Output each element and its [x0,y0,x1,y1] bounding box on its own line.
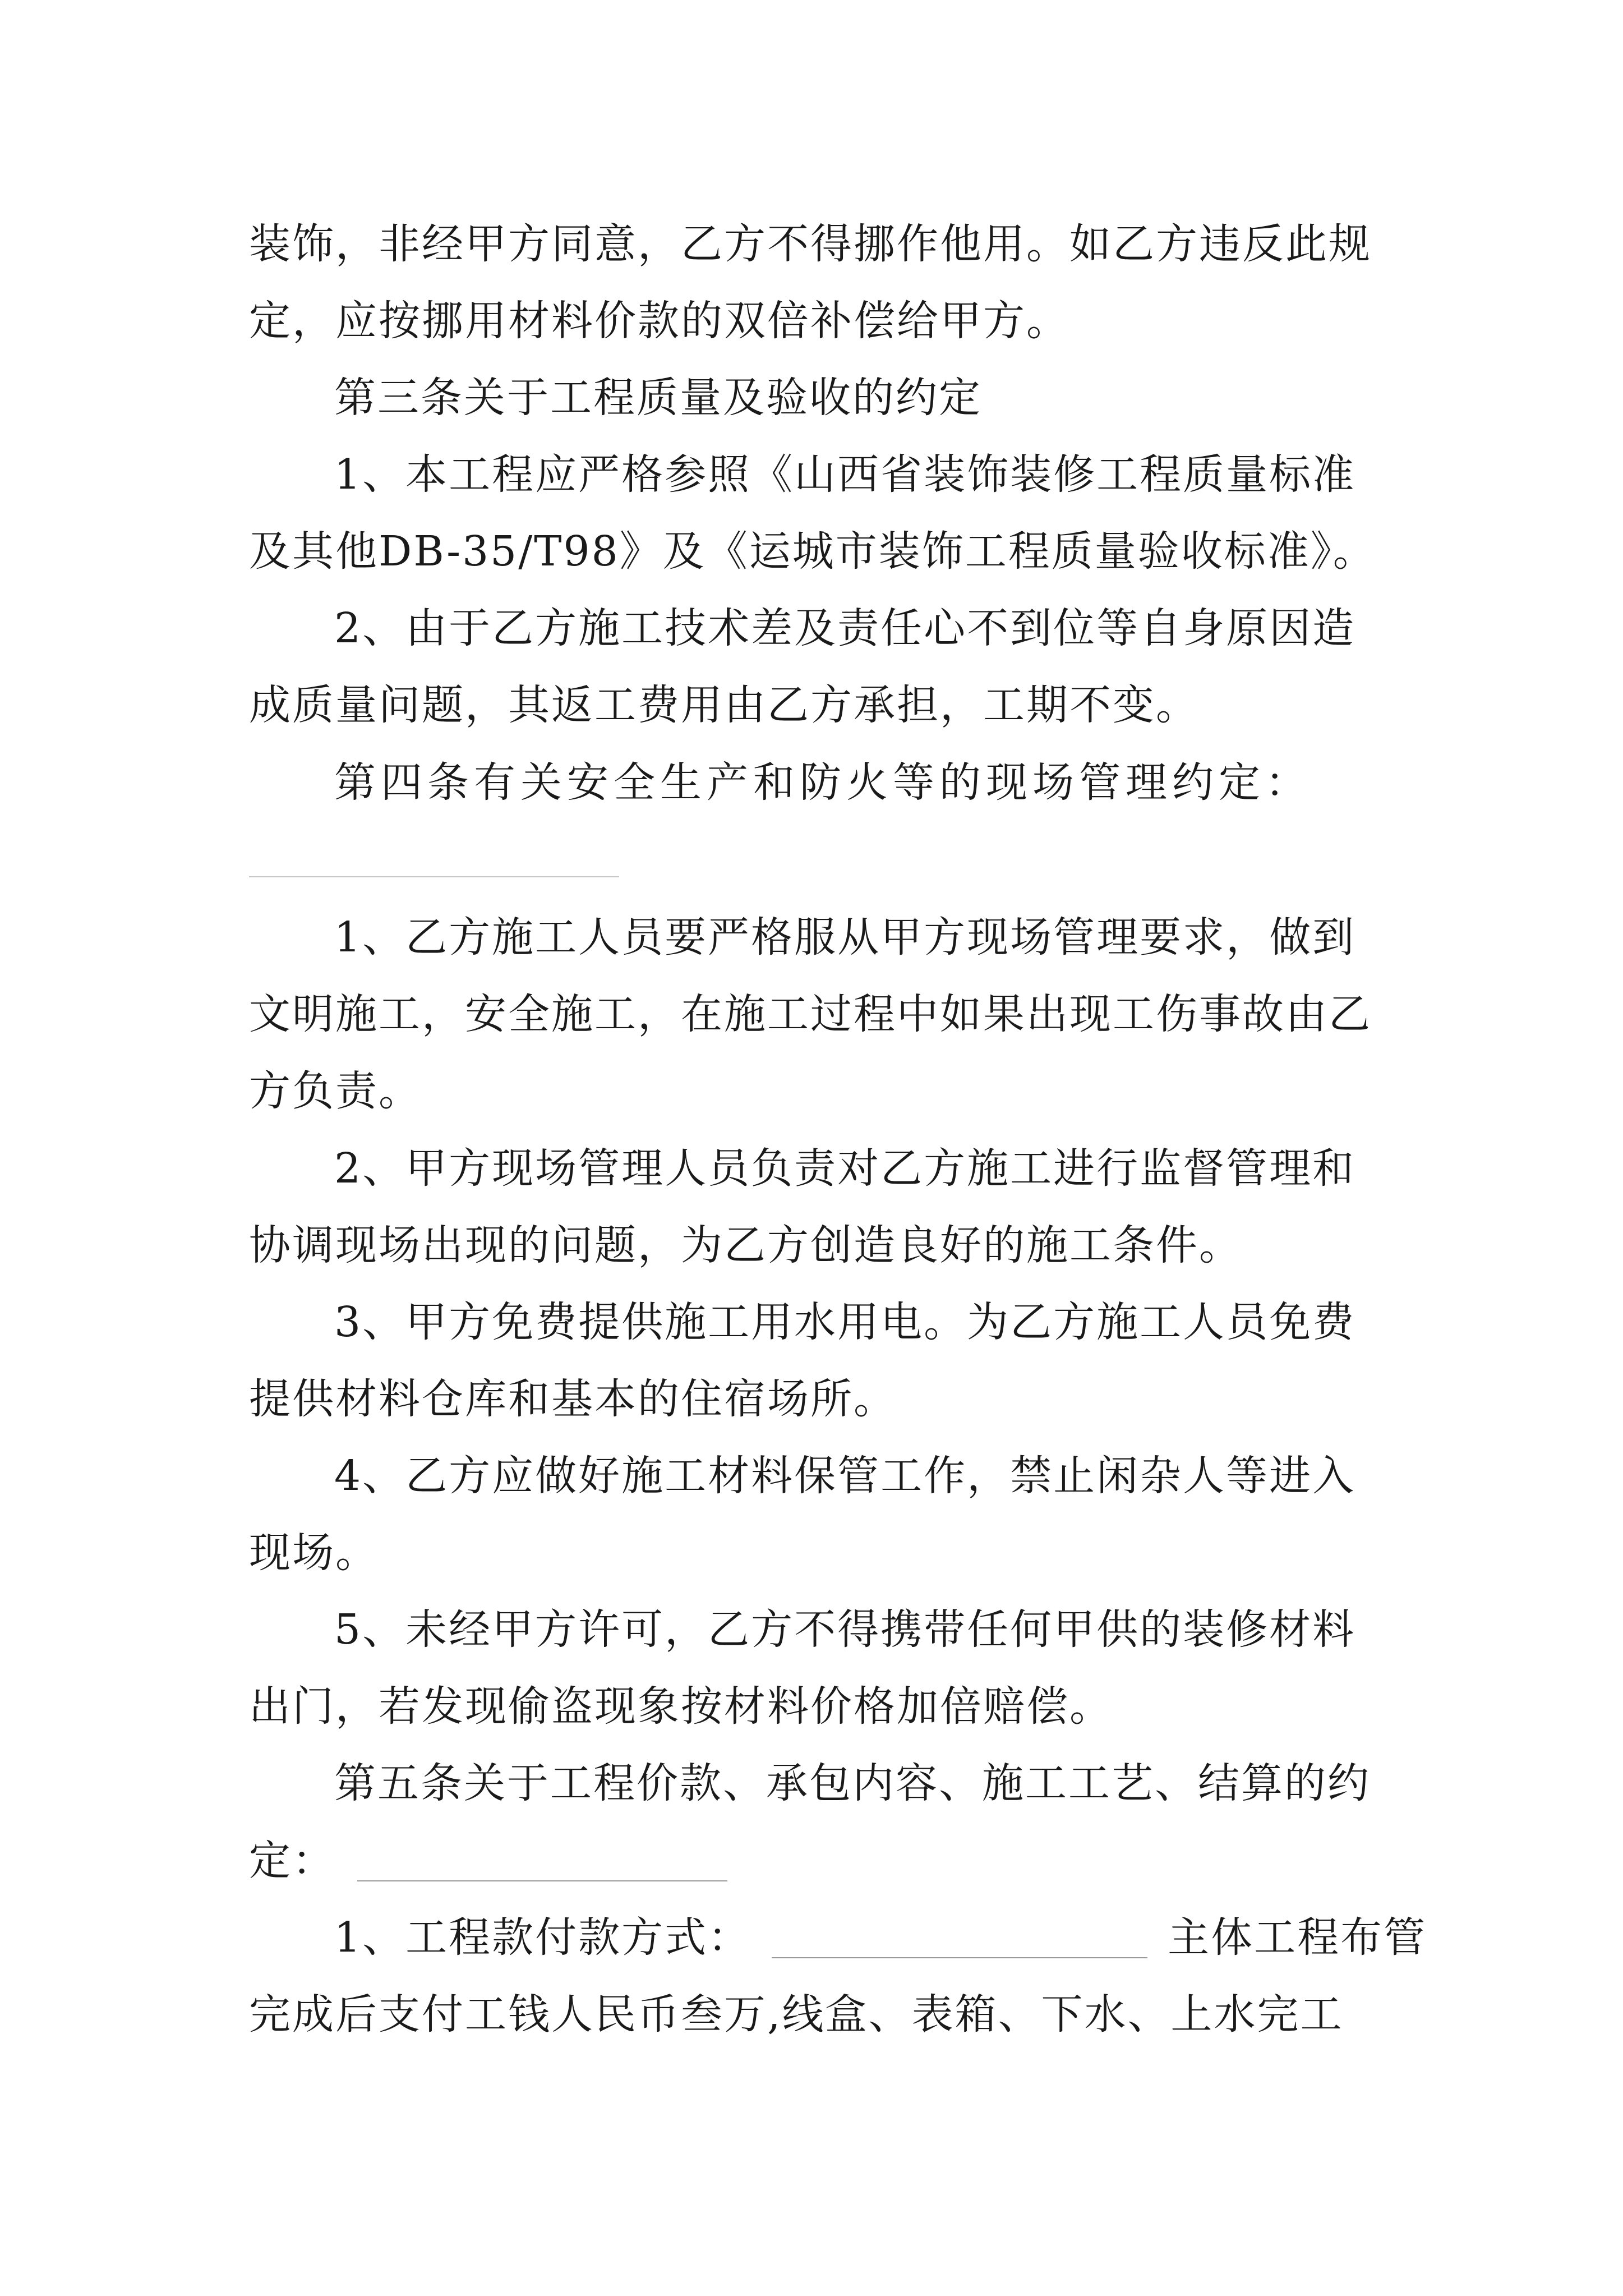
paragraph-line: 提供材料仓库和基本的住宿场所。 [249,1375,897,1423]
paragraph-line: 5、未经甲方许可，乙方不得携带任何甲供的装修材料 [334,1605,1356,1654]
paragraph-line: 出门，若发现偷盗现象按材料价格加倍赔偿。 [249,1682,1113,1731]
paragraph-text: 定： [249,1837,335,1885]
blank-line [772,1924,1147,1958]
paragraph-line: 2、甲方现场管理人员负责对乙方施工进行监督管理和 [334,1144,1356,1193]
paragraph-text: 主体工程布管 [1168,1913,1427,1962]
paragraph-line: 1、本工程应严格参照《山西省装饰装修工程质量标准 [334,450,1356,499]
paragraph-line: 现场。 [249,1529,379,1577]
paragraph-line: 方负责。 [249,1067,422,1115]
section-heading: 第四条有关安全生产和防火等的现场管理约定： [334,758,1312,807]
paragraph-line: 协调现场出现的问题，为乙方创造良好的施工条件。 [249,1221,1242,1269]
paragraph-line [334,1913,1427,1962]
paragraph-line: 装饰，非经甲方同意，乙方不得挪作他用。如乙方违反此规 [249,220,1372,268]
paragraph-line [249,1837,1399,1885]
paragraph-text: 1、工程款付款方式： [334,1913,751,1962]
section-heading: 第三条关于工程质量及验收的约定 [334,374,982,422]
paragraph-line: 及其他DB-35/T98》及《运城市装饰工程质量验收标准》。 [249,527,1376,576]
paragraph-line: 完成后支付工钱人民币叁万,线盒、表箱、下水、上水完工 [249,1990,1344,2039]
section-heading: 第五条关于工程价款、承包内容、施工工艺、结算的约 [334,1759,1371,1807]
paragraph-line: 2、由于乙方施工技术差及责任心不到位等自身原因造 [334,604,1356,652]
paragraph-line: 4、乙方应做好施工材料保管工作，禁止闲杂人等进入 [334,1452,1356,1500]
paragraph-line: 1、乙方施工人员要严格服从甲方现场管理要求，做到 [334,913,1356,961]
paragraph-line: 3、甲方免费提供施工用水用电。为乙方施工人员免费 [334,1298,1356,1346]
paragraph-line: 文明施工，安全施工，在施工过程中如果出现工伤事故由乙 [249,990,1372,1038]
blank-line [249,876,619,877]
blank-line [357,1847,727,1881]
paragraph-line: 定，应按挪用材料价款的双倍补偿给甲方。 [249,297,1069,345]
paragraph-line: 成质量问题，其返工费用由乙方承担，工期不变。 [249,681,1199,729]
